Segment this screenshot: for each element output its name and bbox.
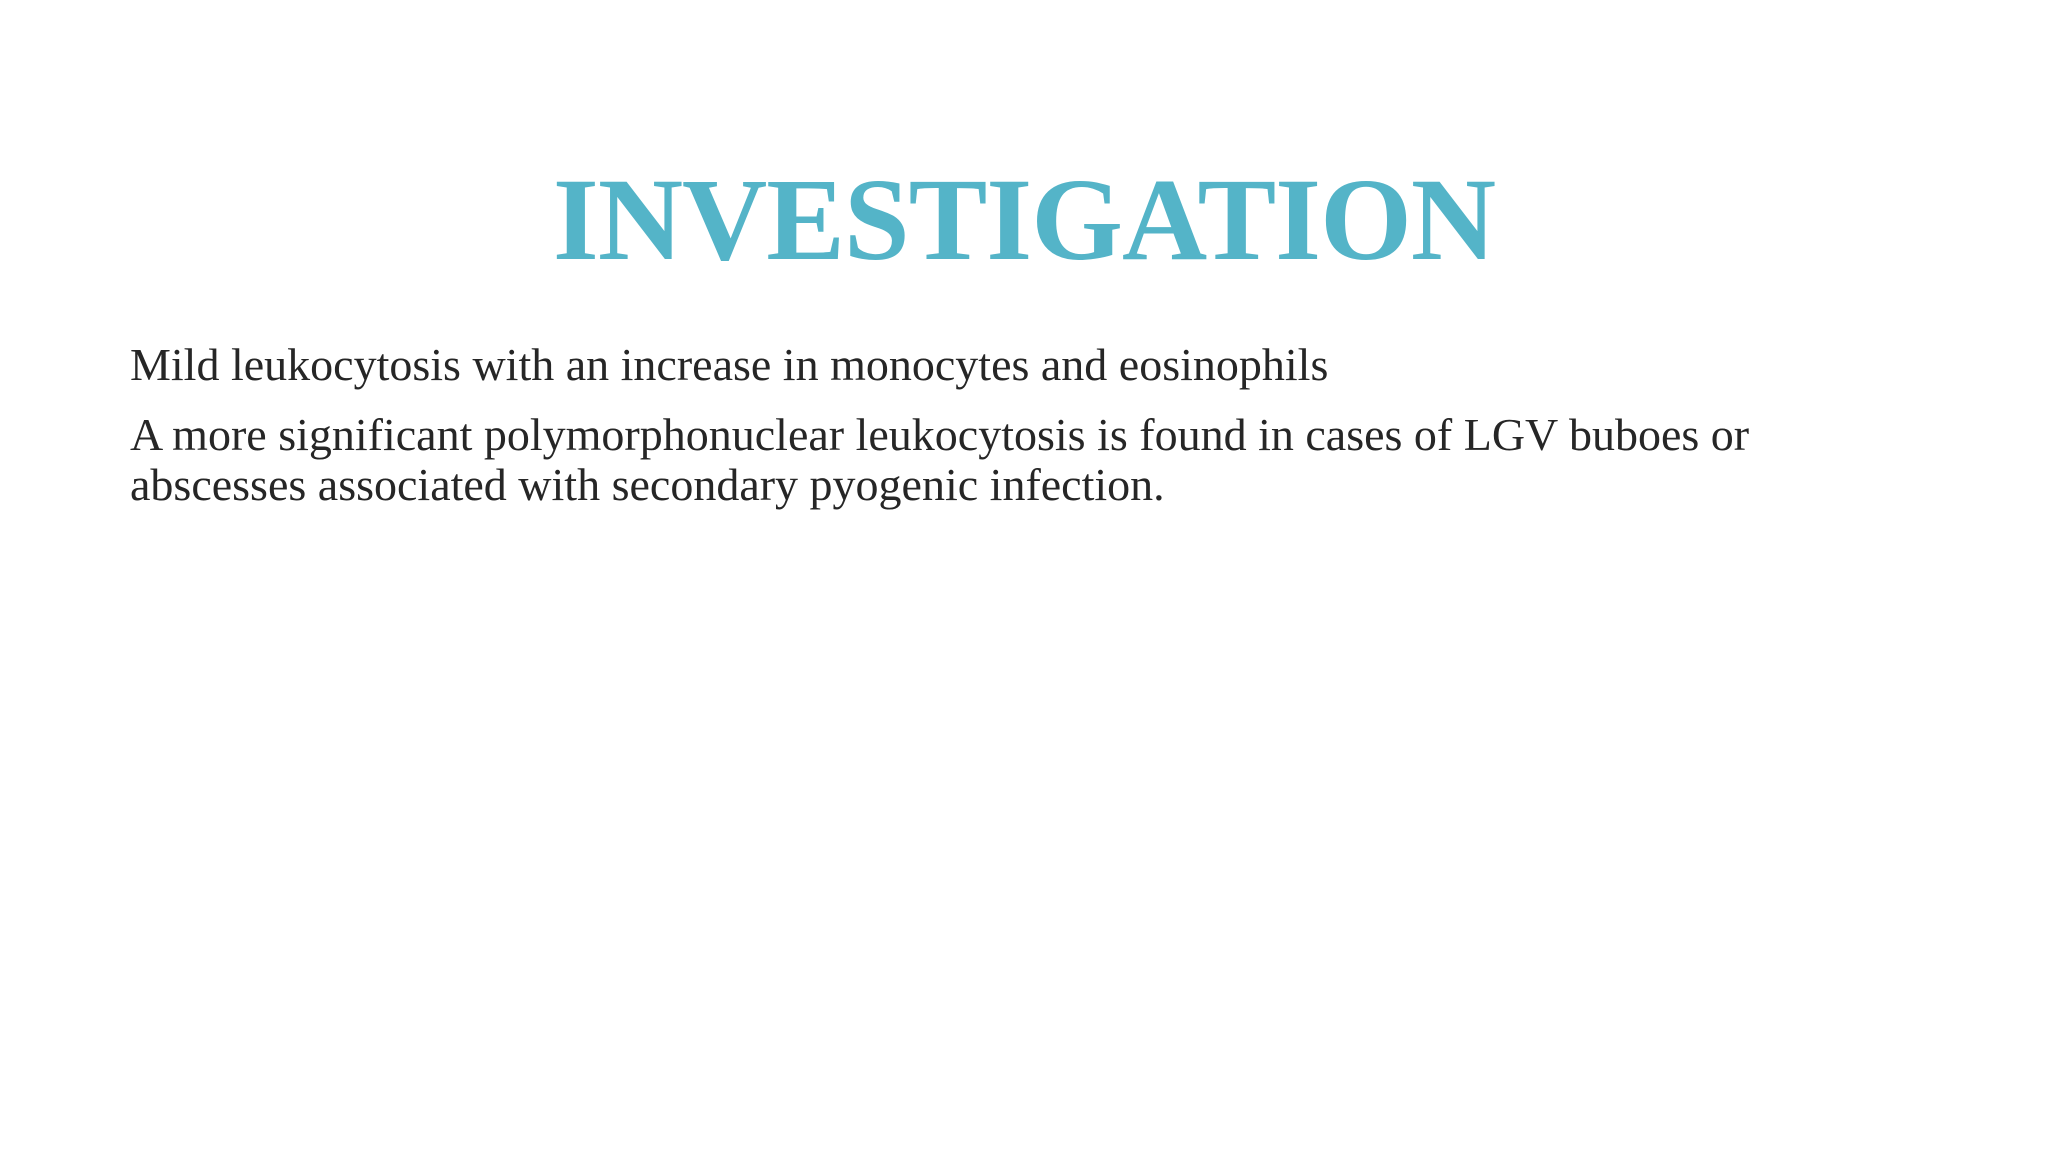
- slide-title: INVESTIGATION: [552, 154, 1496, 285]
- body-paragraph: Mild leukocytosis with an increase in monocytes and eosinophils: [130, 339, 1329, 390]
- body-paragraph: A more significant polymorphonuclear leukocytosis is found in cases of LGV buboes or abscesses associated with secondary pyogenic infection.: [130, 409, 1750, 510]
- slide-body: [130, 340, 1910, 530]
